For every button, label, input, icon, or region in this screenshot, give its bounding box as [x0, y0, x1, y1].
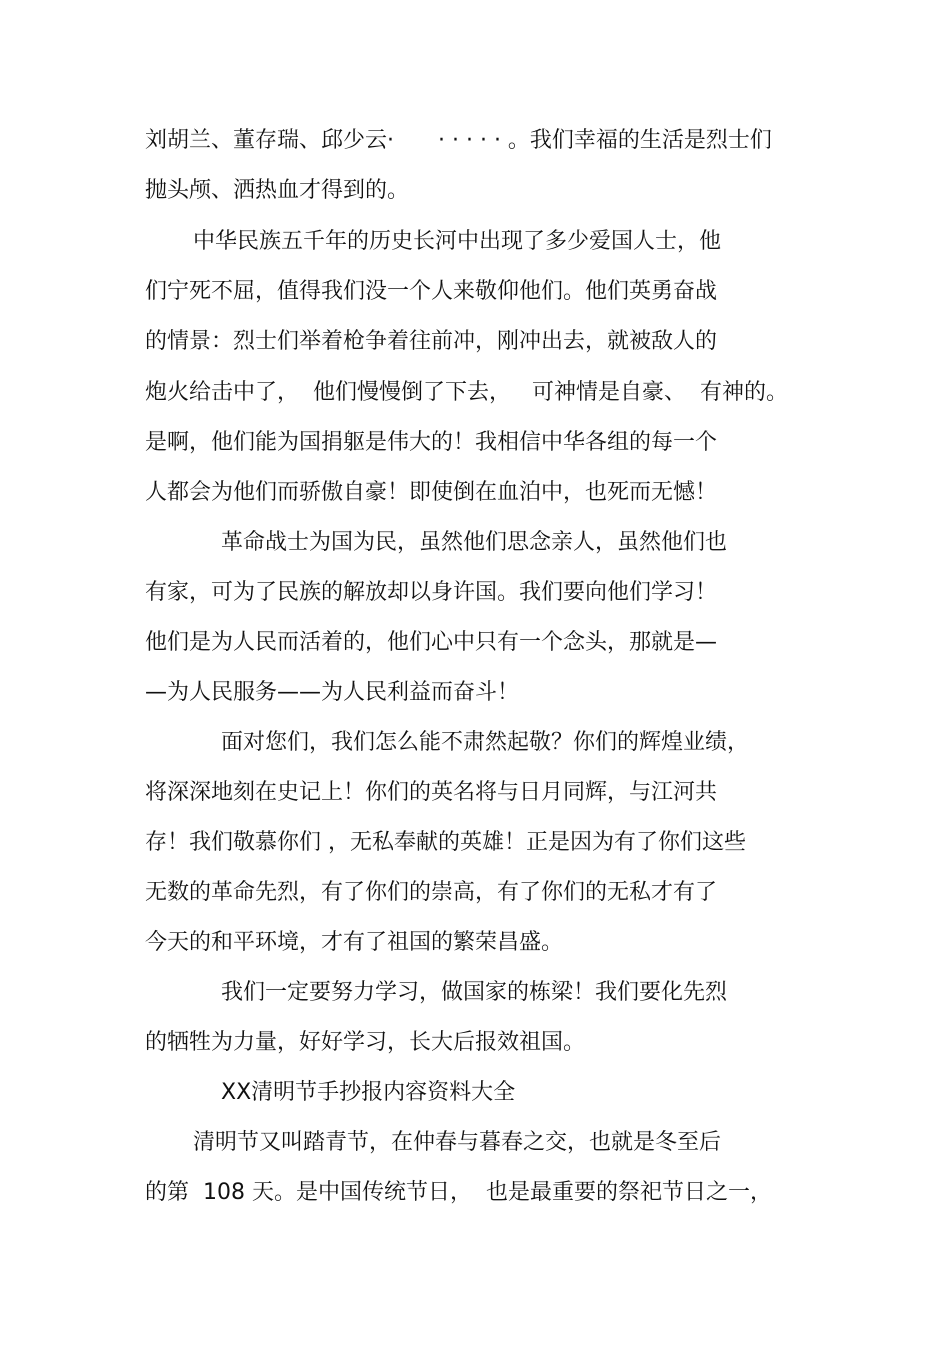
- paragraph-first-line: 清明节又叫踏青节，在仲春与暮春之交，也就是冬至后: [193, 1130, 722, 1155]
- text-line: 们宁死不屈，值得我们没一个人来敬仰他们。他们英勇奋战: [145, 279, 718, 304]
- paragraph-first-line: 革命战士为国为民，虽然他们思念亲人，虽然他们也: [221, 530, 728, 555]
- text-line: 有家，可为了民族的解放却以身许国。我们要向他们学习！: [145, 580, 718, 605]
- text-line: 是啊，他们能为国捐躯是伟大的！我相信中华各组的每一个: [145, 430, 718, 455]
- text-line: 人都会为他们而骄傲自豪！即使倒在血泊中，也死而无憾！: [145, 480, 718, 505]
- text-line: —为人民服务——为人民利益而奋斗！: [145, 680, 520, 705]
- text-line: 抛头颅、洒热血才得到的。: [145, 178, 410, 203]
- text-line: 刘胡兰、董存瑞、邱少云· · · · · · 。我们幸福的生活是烈士们: [145, 128, 772, 153]
- text-line: 今天的和平环境，才有了祖国的繁荣昌盛。: [145, 930, 564, 955]
- text-line: 的第 108 天。是中国传统节日， 也是最重要的祭祀节日之一，: [145, 1180, 772, 1205]
- paragraph-first-line: 我们一定要努力学习，做国家的栋梁！我们要化先烈: [221, 980, 728, 1005]
- text-line: 存！我们敬慕你们 ，无私奉献的英雄！正是因为有了你们这些: [145, 830, 746, 855]
- paragraph-first-line: 面对您们，我们怎么能不肃然起敬？你们的辉煌业绩，: [221, 730, 750, 755]
- text-line: 他们是为人民而活着的，他们心中只有一个念头，那就是—: [145, 630, 718, 655]
- text-line: 将深深地刻在史记上！你们的英名将与日月同辉，与江河共: [145, 780, 718, 805]
- text-line: 无数的革命先烈，有了你们的崇高，有了你们的无私才有了: [145, 880, 718, 905]
- text-line: 的牺牲为力量，好好学习，长大后报效祖国。: [145, 1030, 586, 1055]
- paragraph-first-line: 中华民族五千年的历史长河中出现了多少爱国人士，他: [193, 229, 722, 254]
- section-heading: XX清明节手抄报内容资料大全: [221, 1080, 516, 1105]
- text-line: 炮火给击中了， 他们慢慢倒了下去， 可神情是自豪、 有神的。: [145, 380, 788, 405]
- text-line: 的情景：烈士们举着枪争着往前冲，刚冲出去，就被敌人的: [145, 329, 718, 354]
